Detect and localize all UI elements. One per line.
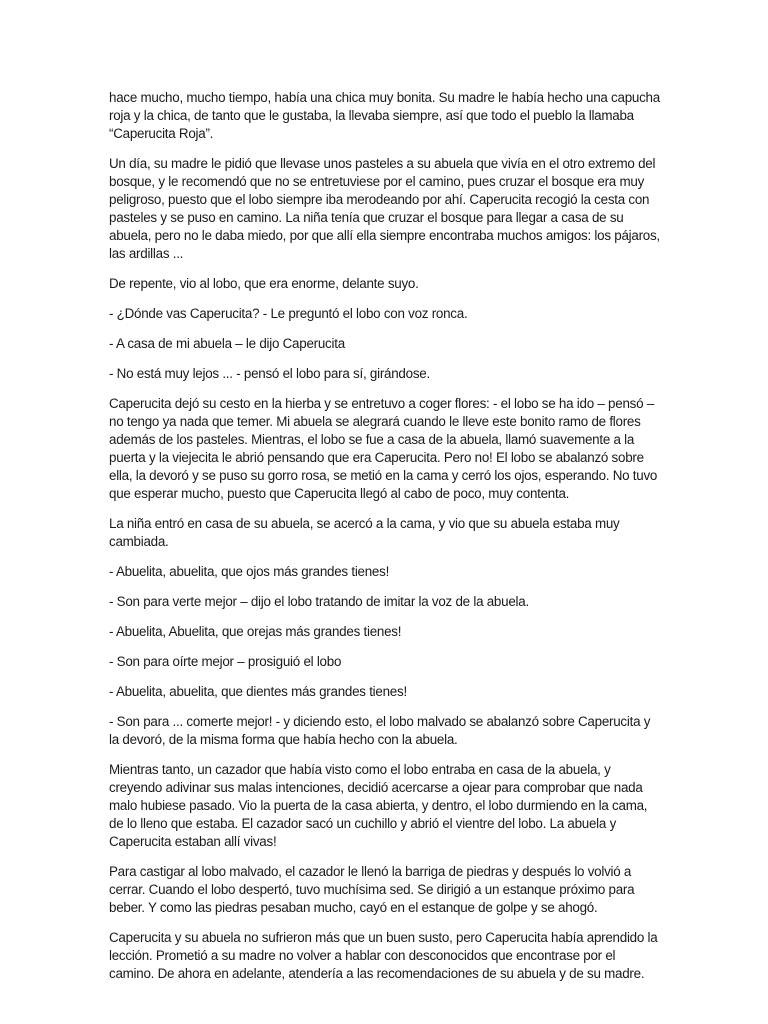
paragraph-8: La niña entró en casa de su abuela, se acercó a la cama, y vio que su abuela estaba muy cambiada. (109, 516, 620, 549)
paragraph-1: hace mucho, mucho tiempo, había una chica muy bonita. Su madre le había hecho una capucha roja y la chica, de tanto que le gustaba, la llevaba siempre, así que todo el pueblo la llamaba “Caperucita Roja”. (109, 90, 660, 141)
paragraph-14: - Son para ... comerte mejor! - y diciendo esto, el lobo malvado se abalanzó sobre Caperucita y la devoró, de la misma forma que había hecho con la abuela. (109, 714, 651, 747)
paragraph-10: - Son para verte mejor – dijo el lobo tratando de imitar la voz de la abuela. (109, 594, 529, 609)
paragraph-13: - Abuelita, abuelita, que dientes más grandes tienes! (109, 684, 407, 699)
paragraph-6: - No está muy lejos ... - pensó el lobo para sí, girándose. (109, 366, 430, 381)
paragraph-15: Mientras tanto, un cazador que había visto como el lobo entraba en casa de la abuela, y creyendo adivinar sus malas intenciones, decidió acercarse a ojear para comprobar que nada malo hubiese pasado. Vio la puerta de la casa abierta, y dentro, el lobo durmiendo en la cama, de lo lleno que estaba. El cazador sacó un cuchillo y abrió el vientre del lobo. La abuela y Caperucita estaban allí vivas! (109, 762, 648, 849)
paragraph-7: Caperucita dejó su cesto en la hierba y se entretuvo a coger flores: - el lobo se ha ido – pensó – no tengo ya nada que temer. Mi abuela se alegrará cuando le lleve este bonito ramo de flores además de los pasteles. Mientras, el lobo se fue a casa de la abuela, llamó suavemente a la puerta y la viejecita le abrió pensando que era Caperucita. Pero no! El lobo se abalanzó sobre ella, la devoró y se puso su gorro rosa, se metió en la cama y cerró los ojos, esperando. No tuvo que esperar mucho, puesto que Caperucita llegó al cabo de poco, muy contenta. (109, 396, 658, 501)
paragraph-12: - Son para oírte mejor – prosiguió el lobo (109, 654, 342, 669)
paragraph-11: - Abuelita, Abuelita, que orejas más grandes tienes! (109, 624, 402, 639)
paragraph-2: Un día, su madre le pidió que llevase unos pasteles a su abuela que vivía en el otro extremo del bosque, y le recomendó que no se entretuviese por el camino, pues cruzar el bosque era muy peligroso, puesto que el lobo siempre iba merodeando por ahí. Caperucita recogió la cesta con pasteles y se puso en camino. La niña tenía que cruzar el bosque para llegar a casa de su abuela, pero no le daba miedo, por que allí ella siempre encontraba muchos amigos: los pájaros, las ardillas ... (109, 156, 660, 261)
document-body (109, 89, 661, 995)
paragraph-17: Caperucita y su abuela no sufrieron más que un buen susto, pero Caperucita había aprendido la lección. Prometió a su madre no volver a hablar con desconocidos que encontrase por el camino. De ahora en adelante, atendería a las recomendaciones de su abuela y de su madre. (109, 930, 658, 981)
paragraph-16: Para castigar al lobo malvado, el cazador le llenó la barriga de piedras y después lo volvió a cerrar. Cuando el lobo despertó, tuvo muchísima sed. Se dirigió a un estanque próximo para beber. Y como las piedras pesaban mucho, cayó en el estanque de golpe y se ahogó. (109, 864, 635, 915)
paragraph-3: De repente, vio al lobo, que era enorme, delante suyo. (109, 276, 419, 291)
paragraph-9: - Abuelita, abuelita, que ojos más grandes tienes! (109, 564, 390, 579)
paragraph-4: - ¿Dónde vas Caperucita? - Le preguntó el lobo con voz ronca. (109, 306, 468, 321)
paragraph-5: - A casa de mi abuela – le dijo Caperucita (109, 336, 345, 351)
